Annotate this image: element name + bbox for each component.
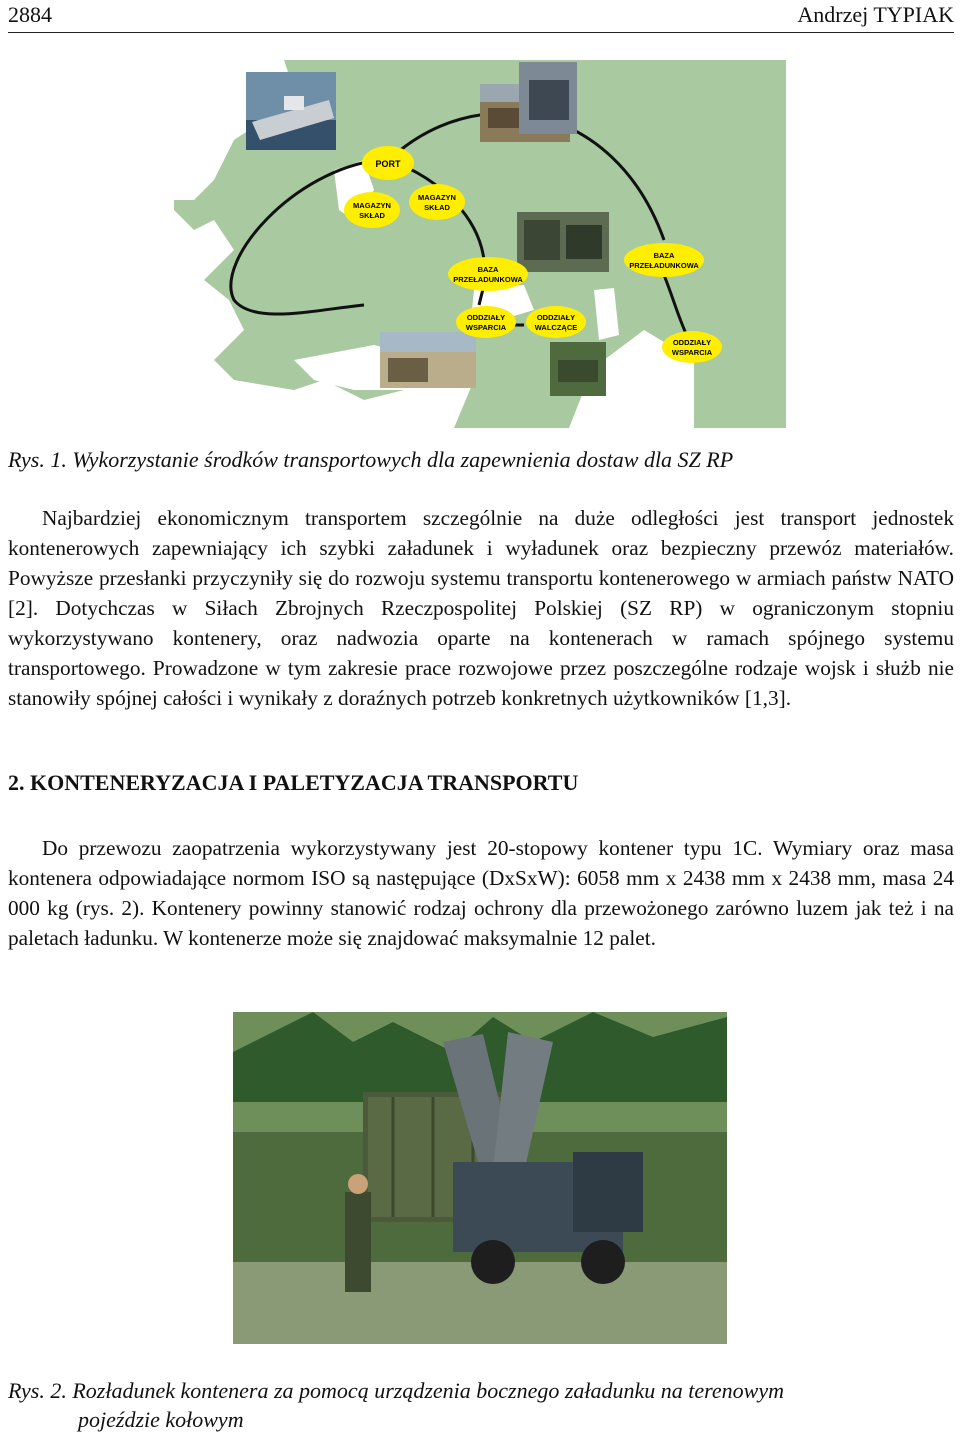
figure2-caption-line1: Rys. 2. Rozładunek kontenera za pomocą urządzenia bocznego załadunku na terenowym (8, 1378, 784, 1403)
paragraph-containerization-intro: Najbardziej ekonomicznym transportem szczególnie na duże odległości jest transport jednostek kontenerowych zapewniający ich szybki załadunek i wyładunek oraz bezpieczny przewóz materiałów. Powyższe przesłanki przyczyniły się do rozwoju systemu transportu kontenerowego w armiach państw NATO [2]. Dotychczas w Siłach Zbrojnych Rzeczpospolitej Polskiej (SZ RP) w ograniczonym stopniu wykorzystywano kontenery, oraz nadwozia oparte na kontenerach w ramach spójnego systemu transportowego. Prowadzone w tym zakresie prace rozwojowe przez poszczególne rodzaje wojsk i służb nie stanowiły spójnej całości i wynikały z doraźnych potrzeb konkretnych użytkowników [1,3]. (8, 506, 954, 710)
figure2-caption-line2: pojeździe kołowym (78, 1407, 244, 1432)
paragraph-container-specs: Do przewozu zaopatrzenia wykorzystywany jest 20-stopowy kontener typu 1C. Wymiary oraz masa kontenera odpowiadające normom ISO są następujące (DxSxW): 6058 mm x 2438 mm x 2438 mm, masa 24 000 kg (rys. 2). Kontenery powinny stanowić rodzaj ochrony dla przewożonego zarówno luzem jak też i na paletach ładunku. W kontenerze może się znajdować maksymalnie 12 palet. (8, 836, 954, 950)
svg-text:PRZEŁADUNKOWA: PRZEŁADUNKOWA (629, 261, 699, 270)
support-units-bubble-1 (456, 306, 516, 338)
warehouse-bubble-1 (344, 192, 400, 228)
page-number: 2884 (8, 2, 52, 27)
svg-text:ODDZIAŁY: ODDZIAŁY (536, 313, 576, 322)
ship-photo (246, 72, 336, 150)
svg-text:WSPARCIA: WSPARCIA (465, 323, 507, 332)
svg-text:MAGAZYN: MAGAZYN (418, 193, 456, 202)
svg-text:MAGAZYN: MAGAZYN (353, 201, 391, 210)
figure2-caption (8, 1376, 954, 1434)
logistics-map-figure (174, 60, 786, 428)
svg-text:PORT: PORT (375, 159, 401, 169)
svg-text:ODDZIAŁY: ODDZIAŁY (672, 338, 712, 347)
page-header (8, 0, 954, 33)
svg-text:SKŁAD: SKŁAD (359, 211, 385, 220)
svg-text:PRZEŁADUNKOWA: PRZEŁADUNKOWA (453, 275, 523, 284)
author-name: Andrzej TYPIAK (797, 2, 954, 27)
port-bubble (362, 146, 414, 180)
transshipment-base-bubble-2 (624, 243, 704, 277)
container-unloading-photo (233, 1012, 727, 1344)
field-camp-photo (380, 332, 476, 388)
svg-text:SKŁAD: SKŁAD (424, 203, 450, 212)
support-units-bubble-2 (662, 331, 722, 363)
section-heading: 2. KONTENERYZACJA I PALETYZACJA TRANSPORTU (8, 770, 579, 795)
transshipment-base-bubble-1 (448, 257, 528, 291)
svg-text:BAZA: BAZA (653, 251, 675, 260)
aircraft-photo (519, 62, 577, 134)
svg-text:ODDZIAŁY: ODDZIAŁY (466, 313, 506, 322)
svg-text:WSPARCIA: WSPARCIA (671, 348, 713, 357)
svg-text:WALCZĄCE: WALCZĄCE (534, 323, 578, 332)
combat-units-bubble (526, 306, 586, 338)
svg-text:BAZA: BAZA (477, 265, 499, 274)
figure1-caption: Rys. 1. Wykorzystanie środków transportowych dla zapewnienia dostaw dla SZ RP (8, 447, 734, 472)
warehouse-bubble-2 (409, 184, 465, 220)
container-truck-photo (517, 212, 609, 272)
armored-vehicle-photo (550, 342, 606, 396)
